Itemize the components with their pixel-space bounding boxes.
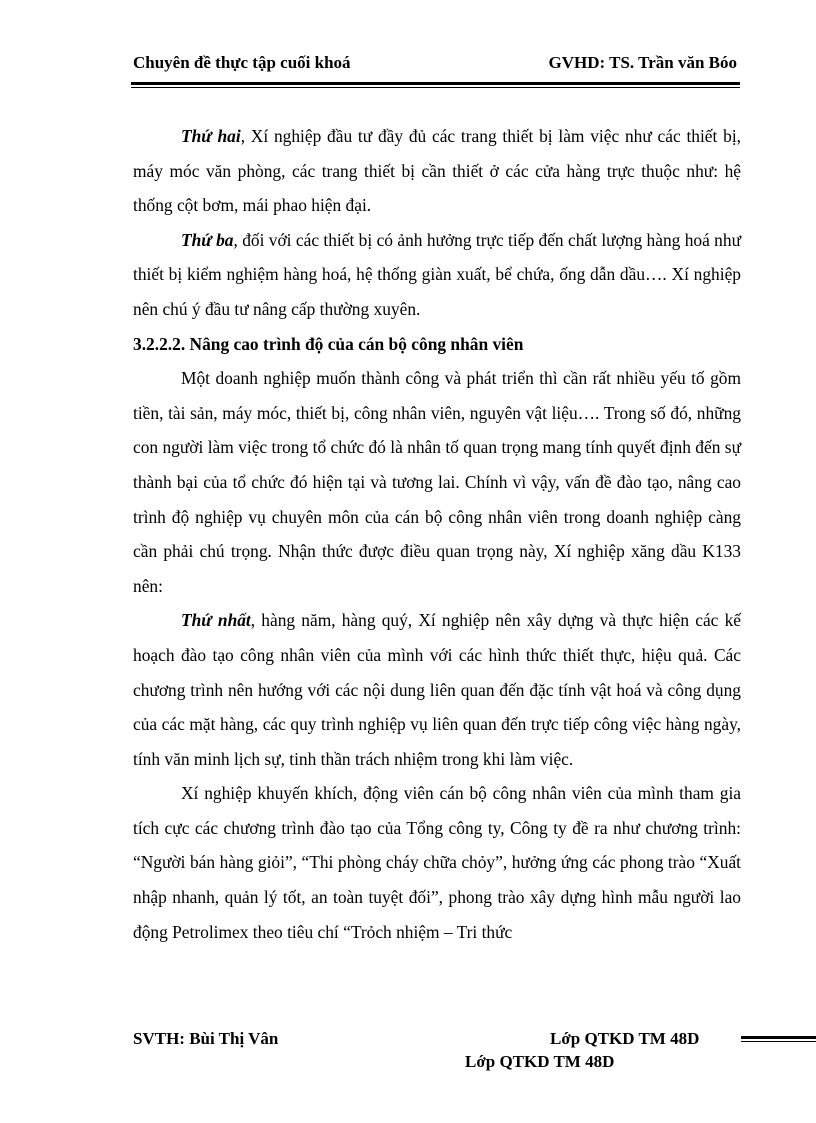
paragraph-lead: Thứ hai <box>181 126 241 146</box>
paragraph-lead: Thứ nhất <box>181 610 251 631</box>
footer-rule <box>741 1036 816 1042</box>
footer-class-duplicate: Lớp QTKD TM 48D <box>465 1052 615 1071</box>
paragraph <box>133 603 741 776</box>
page-header <box>131 53 737 77</box>
header-rule-thin <box>131 87 740 88</box>
paragraph-text: , đối với các thiết bị có ảnh hưởng trực tiếp đến chất lượng hàng hoá như thiết bị kiểm nghiệm hàng hoá, hệ thống giàn xuất, bể chứa, ống dẫn dầu…. Xí nghiệp nên chú ý đầu tư nâng cấp thường xuyên. <box>133 229 741 319</box>
paragraph <box>133 223 741 327</box>
paragraph <box>133 361 741 603</box>
paragraph <box>133 119 741 223</box>
paragraph-text: , hàng năm, hàng quý, Xí nghiệp nên xây dựng và thực hiện các kế hoạch đào tạo công nhân viên của mình với các hình thức thiết thực, hiệu quả. Các chương trình nên hướng với các nội dung liên quan đến đặc tính vật hoá và công dụng của các mặt hàng, các quy trình nghiệp vụ liên quan đến trực tiếp công việc hàng ngày, tính văn minh lịch sự, tinh thần trách nhiệm trong khi làm việc. <box>133 610 741 769</box>
section-heading: 3.2.2.2. Nâng cao trình độ của cán bộ công nhân viên <box>133 333 524 354</box>
paragraph-text: , Xí nghiệp đầu tư đầy đủ các trang thiết bị làm việc như các thiết bị, máy móc văn phòng, các trang thiết bị cần thiết ở các cửa hàng trực thuộc như: hệ thống cột bơm, mái phao hiện đại. <box>133 126 742 216</box>
footer-rule-thin <box>741 1041 816 1042</box>
paragraph-text: Một doanh nghiệp muốn thành công và phát triển thì cần rất nhiều yếu tố gồm tiền, tài sản, máy móc, thiết bị, công nhân viên, nguyên vật liệu…. Trong số đó, những con người làm việc trong tổ chức đó là nhân tố quan trọng mang tính quyết định đến sự thành bại của tổ chức đó hiện tại và tương lai. Chính vì vậy, vấn đề đào tạo, nâng cao trình độ nghiệp vụ chuyên môn của cán bộ công nhân viên trong doanh nghiệp càng cần phải chú trọng. Nhận thức được điều quan trọng này, Xí nghiệp xăng dầu K133 nên: <box>133 368 741 596</box>
header-title: Chuyên đề thực tập cuối khoá <box>133 53 351 72</box>
footer-class: Lớp QTKD TM 48D <box>550 1029 700 1048</box>
paragraph-lead: Thứ ba <box>181 229 234 250</box>
header-advisor: GVHD: TS. Trần văn Bóo <box>548 53 737 72</box>
document-body <box>133 119 741 949</box>
paragraph-text: Xí nghiệp khuyến khích, động viên cán bộ công nhân viên của mình tham gia tích cực các chương trình đào tạo của Tổng công ty, Công ty đề ra như chương trình: “Người bán hàng giỏi”, “Thi phòng cháy chữa chỏy”, hưởng ứng các phong trào “Xuất nhập nhanh, quản lý tốt, an toàn tuyệt đối”, phong trào xây dựng hình mẫu người lao động Petrolimex theo tiêu chí “Trỏch nhiệm – Tri thức <box>133 783 741 942</box>
header-rule-thick <box>131 82 740 85</box>
paragraph <box>133 776 741 949</box>
footer-student: SVTH: Bùi Thị Vân <box>133 1029 279 1048</box>
footer-rule-thick <box>741 1036 816 1039</box>
